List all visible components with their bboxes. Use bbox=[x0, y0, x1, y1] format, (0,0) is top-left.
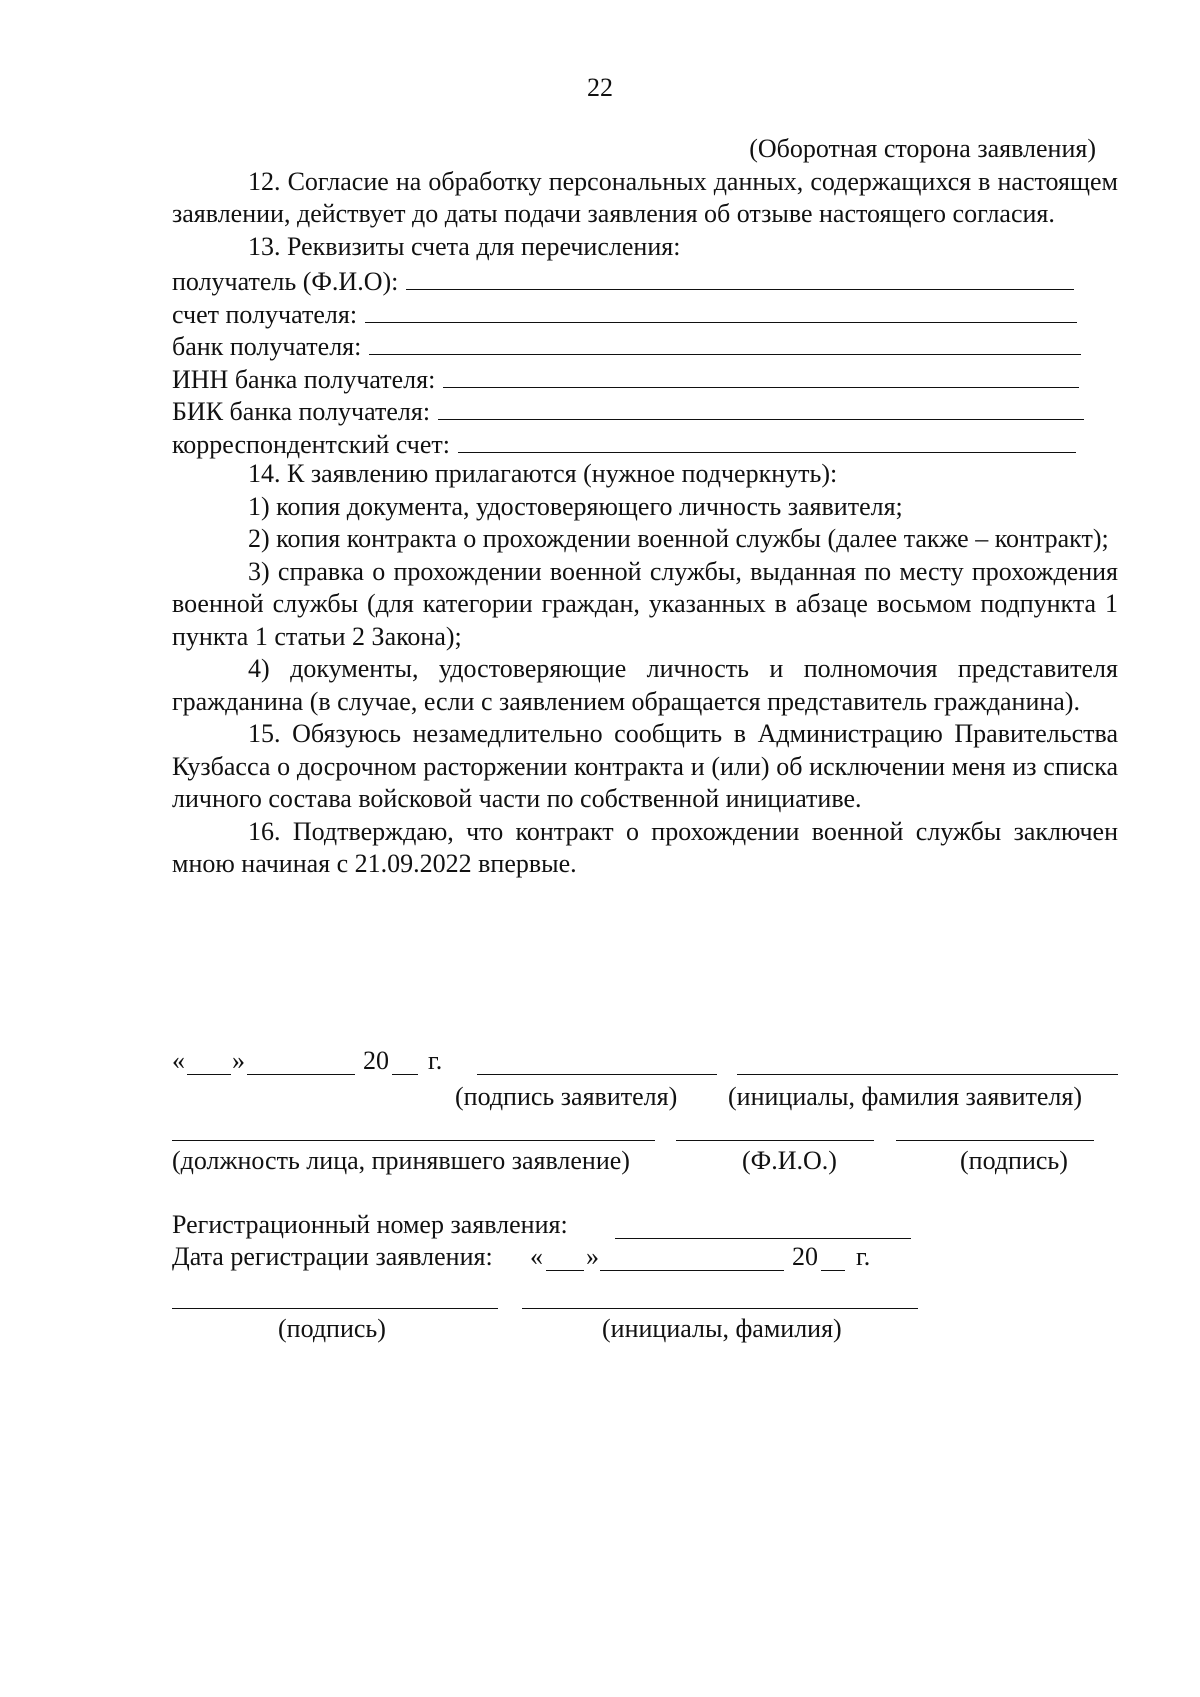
month-blank[interactable] bbox=[247, 1074, 355, 1075]
official-position-caption: (должность лица, принявшего заявление) bbox=[172, 1146, 630, 1175]
official-fio-caption: (Ф.И.О.) bbox=[742, 1146, 837, 1175]
field-label: банк получателя: bbox=[172, 332, 362, 361]
paragraph-16-confirmation: 16. Подтверждаю, что контракт о прохождении военной службы заключен мною начиная с 21.09.2022 впервые. bbox=[172, 816, 1118, 878]
header-note: (Оборотная сторона заявления) bbox=[749, 134, 1096, 163]
field-label: получатель (Ф.И.О): bbox=[172, 267, 399, 296]
reg-year-blank[interactable] bbox=[821, 1270, 845, 1271]
year-suffix: г. bbox=[428, 1046, 443, 1075]
field-label: корреспондентский счет: bbox=[172, 429, 450, 459]
bank-inn-line[interactable] bbox=[443, 361, 1079, 388]
attachment-item-4: 4) документы, удостоверяющие личность и полномочия представителя гражданина (в случае, если с заявлением обращается представитель гражданина). bbox=[172, 654, 1118, 716]
registration-number-line[interactable] bbox=[615, 1238, 911, 1239]
day-blank[interactable] bbox=[187, 1074, 231, 1075]
paragraph-14-title: 14. К заявлению прилагаются (нужное подчеркнуть): bbox=[248, 459, 838, 488]
account-details-fields bbox=[172, 263, 1118, 458]
reg-date-open-quote: « bbox=[530, 1242, 543, 1271]
bank-inn-field[interactable] bbox=[172, 361, 1118, 394]
correspondent-account-line[interactable] bbox=[458, 426, 1076, 453]
official-signature-line[interactable] bbox=[896, 1140, 1094, 1141]
registrar-signature-caption: (подпись) bbox=[278, 1314, 386, 1343]
registration-date-label: Дата регистрации заявления: bbox=[172, 1242, 493, 1271]
registrar-name-caption: (инициалы, фамилия) bbox=[602, 1314, 842, 1343]
date-close-quote: » bbox=[232, 1046, 245, 1075]
recipient-name-field[interactable] bbox=[172, 263, 1118, 296]
reg-year-suffix: г. bbox=[856, 1242, 871, 1271]
paragraph-15-obligation: 15. Обязуюсь незамедлительно сообщить в Администрацию Правительства Кузбасса о досрочном расторжении контракта и (или) об исключении меня из списка личного состава войсковой части по собственной инициативе. bbox=[172, 719, 1118, 813]
attachment-item-1: 1) копия документа, удостоверяющего личность заявителя; bbox=[248, 491, 903, 521]
field-label: БИК банка получателя: bbox=[172, 397, 431, 426]
official-fio-line[interactable] bbox=[676, 1140, 874, 1141]
applicant-signature-caption: (подпись заявителя) bbox=[455, 1082, 678, 1111]
attachment-item-2: 2) копия контракта о прохождении военной службы (далее также – контракт); bbox=[248, 524, 1109, 553]
applicant-name-line[interactable] bbox=[737, 1074, 1118, 1075]
bank-bik-line[interactable] bbox=[438, 393, 1084, 420]
reg-month-blank[interactable] bbox=[600, 1270, 784, 1271]
bank-bik-field[interactable] bbox=[172, 393, 1118, 426]
recipient-account-field[interactable] bbox=[172, 296, 1118, 329]
official-position-line[interactable] bbox=[172, 1140, 655, 1141]
paragraph-12-consent: 12. Согласие на обработку персональных данных, содержащихся в настоящем заявлении, действует до даты подачи заявления об отзыве настоящего согласия. bbox=[172, 166, 1118, 228]
reg-year-prefix: 20 bbox=[792, 1242, 818, 1271]
reg-date-close-quote: » bbox=[586, 1242, 599, 1271]
application-back-side bbox=[172, 133, 1118, 881]
recipient-account-line[interactable] bbox=[365, 296, 1077, 323]
year-prefix: 20 bbox=[363, 1046, 389, 1075]
registration-number-label: Регистрационный номер заявления: bbox=[172, 1210, 568, 1239]
applicant-signature-line[interactable] bbox=[477, 1074, 717, 1075]
recipient-name-line[interactable] bbox=[406, 263, 1074, 290]
official-signature-caption: (подпись) bbox=[960, 1146, 1068, 1175]
field-label: ИНН банка получателя: bbox=[172, 364, 436, 394]
page-number: 22 bbox=[587, 73, 613, 102]
recipient-bank-field[interactable] bbox=[172, 328, 1118, 361]
reg-day-blank[interactable] bbox=[546, 1270, 584, 1271]
year-blank[interactable] bbox=[392, 1074, 418, 1075]
date-open-quote: « bbox=[172, 1046, 185, 1075]
registrar-name-line[interactable] bbox=[522, 1308, 918, 1309]
applicant-name-caption: (инициалы, фамилия заявителя) bbox=[728, 1082, 1082, 1111]
attachment-item-3: 3) справка о прохождении военной службы, выданная по месту прохождения военной службы (для категории граждан, указанных в абзаце восьмом подпункта 1 пункта 1 статьи 2 Закона); bbox=[172, 556, 1118, 651]
paragraph-13-title: 13. Реквизиты счета для перечисления: bbox=[248, 231, 681, 261]
correspondent-account-field[interactable] bbox=[172, 426, 1118, 459]
recipient-bank-line[interactable] bbox=[369, 328, 1081, 355]
field-label: счет получателя: bbox=[172, 299, 358, 329]
registrar-signature-line[interactable] bbox=[172, 1308, 498, 1309]
